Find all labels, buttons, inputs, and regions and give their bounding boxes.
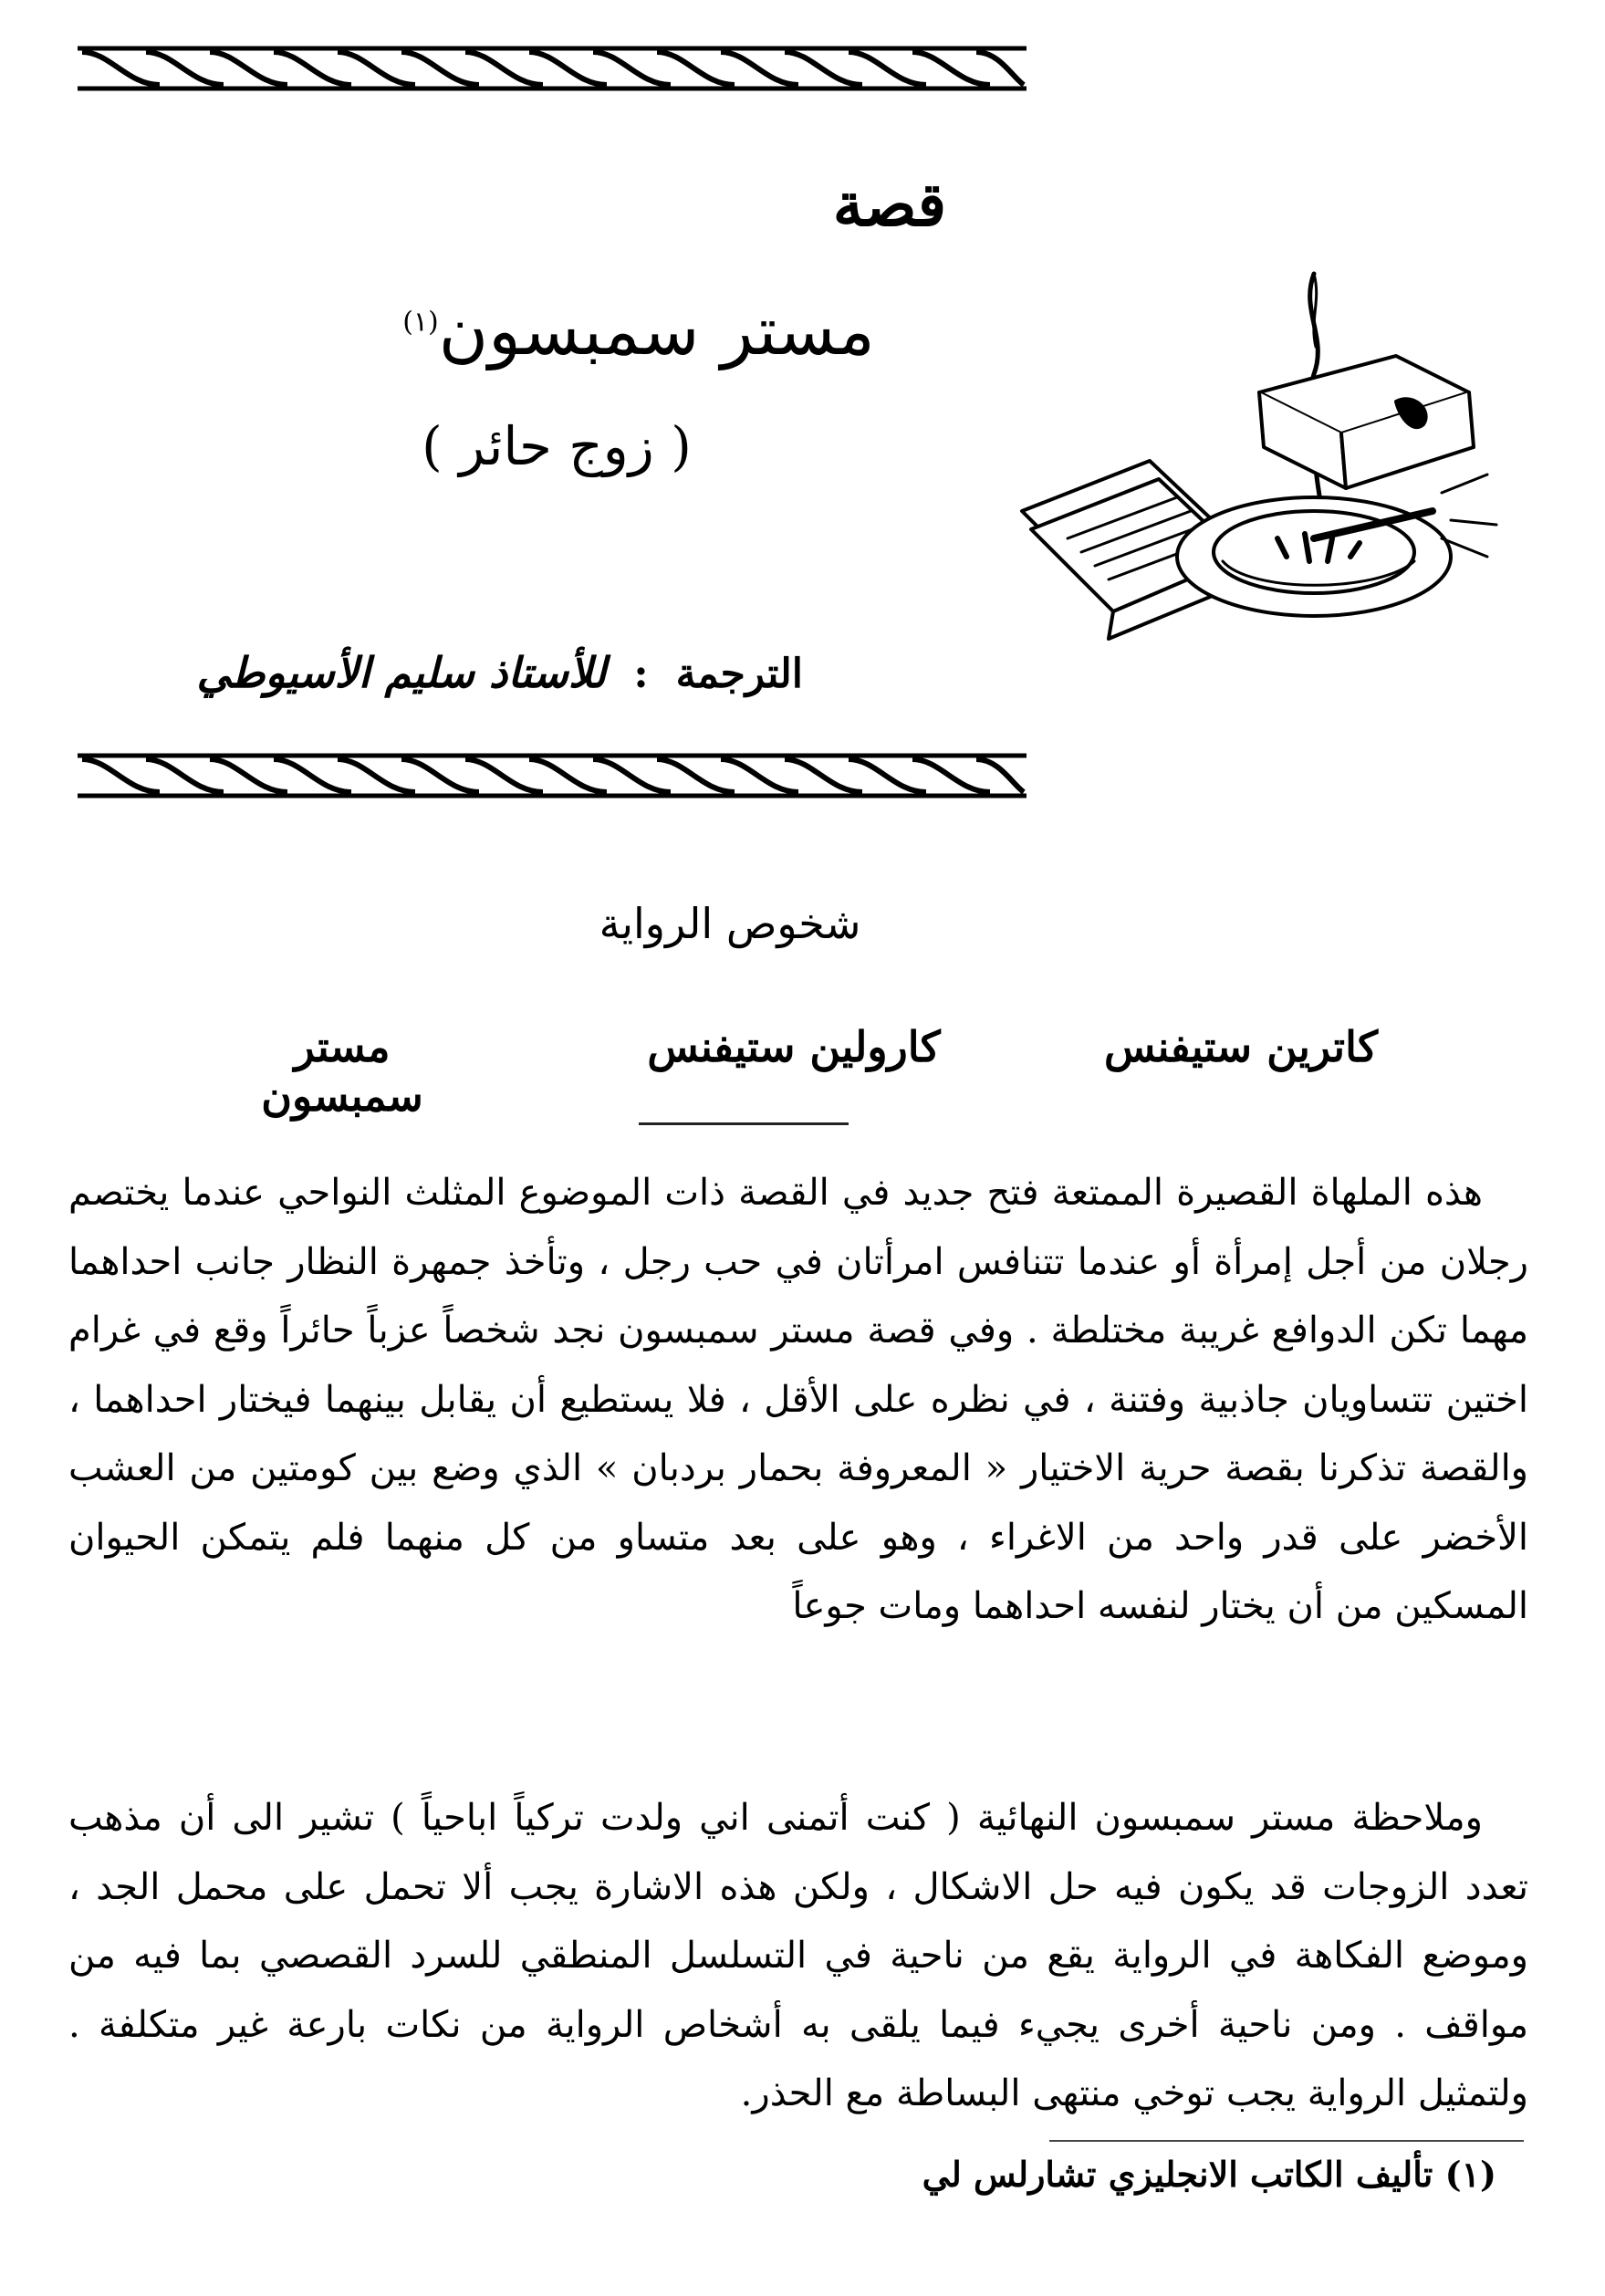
footnote-rule: [1049, 2140, 1524, 2142]
desk-illustration: [1013, 265, 1506, 657]
translation-colon: :: [633, 651, 649, 697]
character-name: كارولين ستيفنس: [647, 1022, 941, 1071]
translator-name: للأستاذ سليم الأسيوطي: [196, 648, 607, 697]
translation-label: الترجمة: [675, 651, 803, 697]
top-rope-border: [73, 41, 1031, 96]
story-title-text: مستر سمبسون: [438, 292, 875, 370]
character-name: كاترين ستيفنس: [1103, 1022, 1379, 1071]
footnote-marker: (١): [402, 306, 439, 339]
story-subtitle: ( زوج حائر ): [422, 415, 692, 477]
intro-paragraph-2: وملاحظة مستر سمبسون النهائية ( كنت أتمنى اني ولدت تركياً اباحياً ) تشير الى أن مذهب تعدد الزوجات قد يكون فيه حل الاشكال ، ولكن هذه الاشارة يجب ألا تحمل على محمل الجد ، وموضع الفكاهة في الرواية يقع من ناحية في التسلسل المنطقي للسرد القصصي بما فيه من مواقف . ومن ناحية أخرى يجيء فيما يلقى به أشخاص الرواية من نكات بارعة غير متكلفة . ولتمثيل الرواية يجب توخي منتهى البساطة مع الحذر.: [68, 1797, 1528, 2114]
story-heading: قصة: [832, 169, 947, 240]
footnote: (١) تأليف الكاتب الانجليزي تشارلس لي: [922, 2154, 1496, 2195]
intro-paragraph-1: هذه الملهاة القصيرة الممتعة فتح جديد في القصة ذات الموضوع المثلث النواحي عندما يختصم رجلان من أجل إمرأة أو عندما تتنافس امرأتان في حب رجل ، وتأخذ جمهرة النظار جانب احداهما مهما تكن الدوافع غريبة مختلطة . وفي قصة مستر سمبسون نجد شخصاً عزباً حائراً وقع في غرام اختين تتساويان جاذبية وفتنة ، في نظره على الأقل ، فلا يستطيع أن يقابل بينهما فيختار احداهما ، والقصة تذكرنا بقصة حرية الاختيار « المعروفة بحمار بردبان » الذي وضع بين كومتين من العشب الأخضر على قدر واحد من الاغراء ، وهو على بعد متساو من كل منهما فلم يتمكن الحيوان المسكين من أن يختار لنفسه احداهما ومات جوعاً: [68, 1172, 1529, 1627]
bottom-rope-border: [73, 748, 1031, 803]
characters-heading: شخوص الرواية: [599, 899, 861, 948]
section-divider: [639, 1122, 849, 1125]
story-title: [401, 292, 876, 370]
translation-credit: [128, 648, 803, 697]
character-name: مستر سمبسون: [261, 1022, 423, 1121]
